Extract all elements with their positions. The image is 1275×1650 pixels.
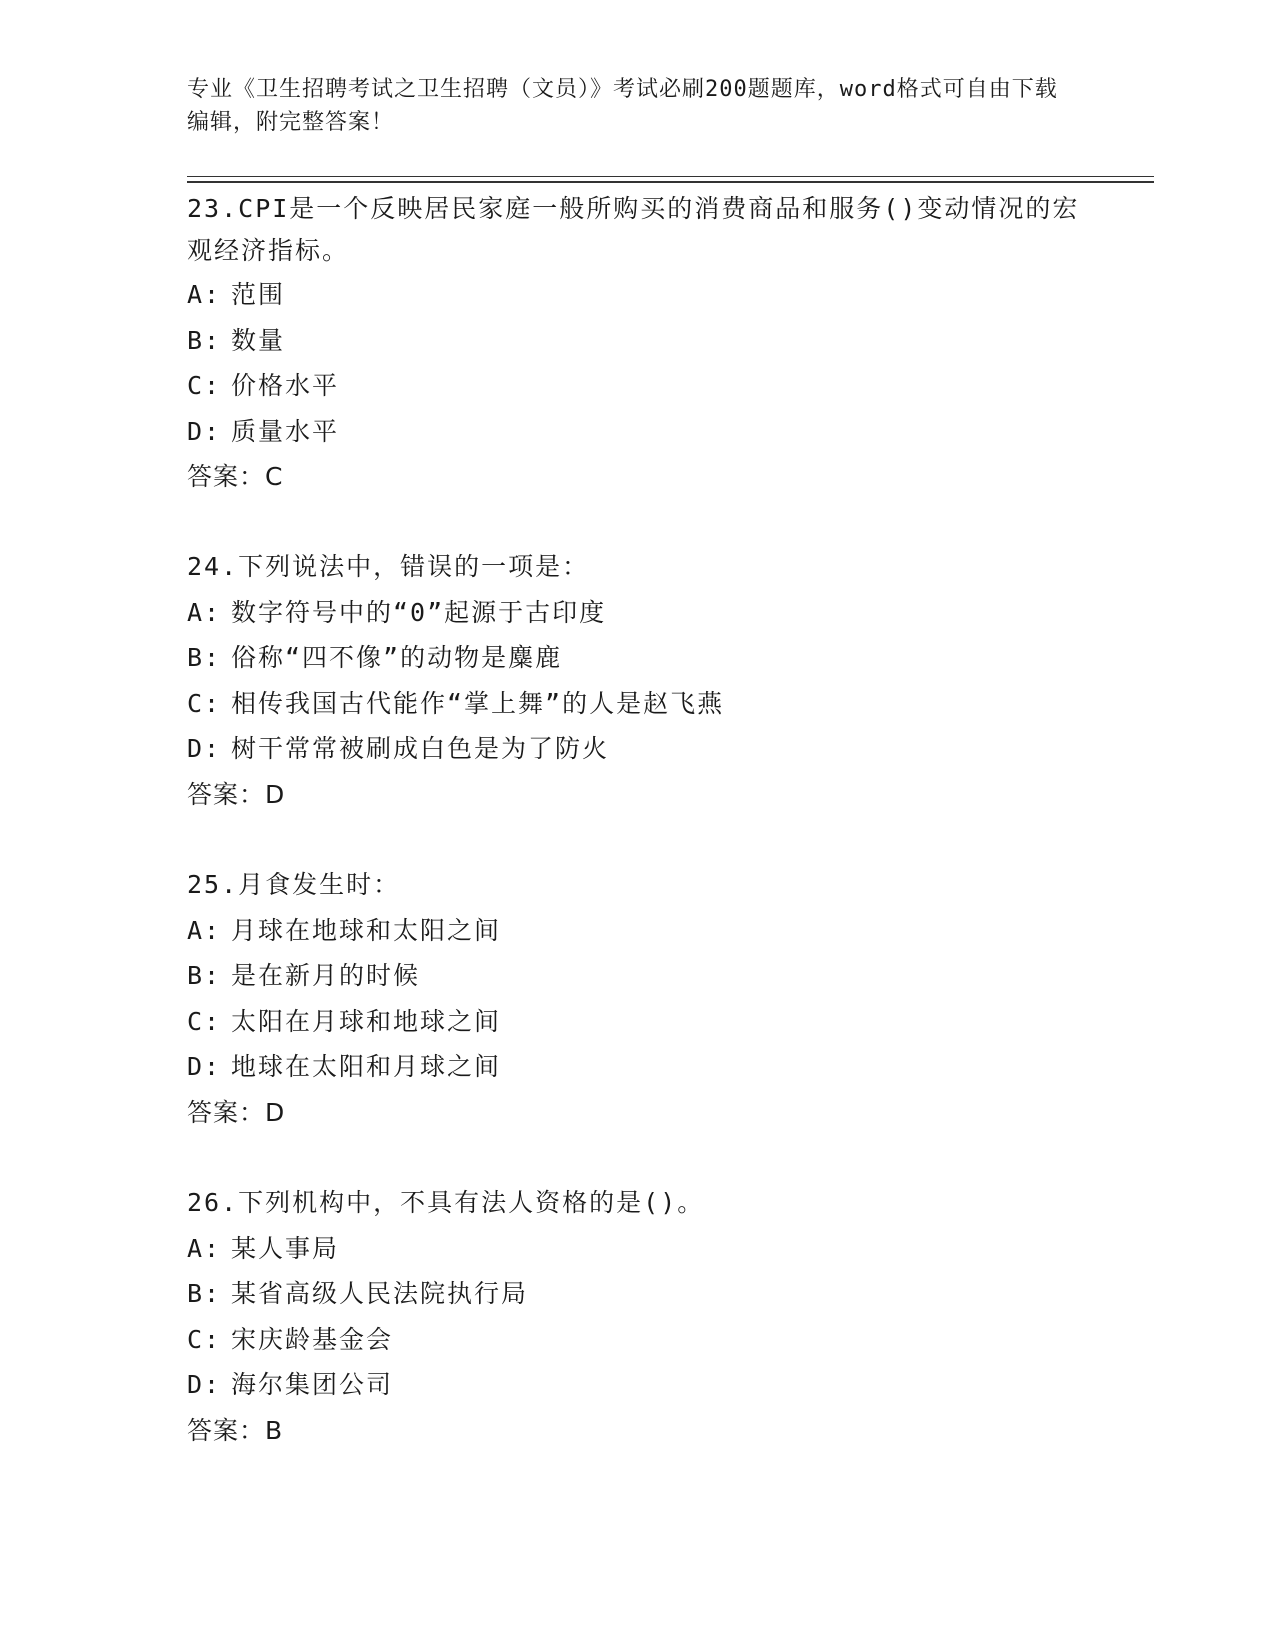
option-a — [187, 590, 1087, 636]
option-text: 地球在太阳和月球之间 — [231, 1052, 502, 1081]
option-key: D: — [187, 1370, 222, 1399]
option-text: 宋庆龄基金会 — [231, 1324, 394, 1354]
option-c — [187, 1317, 1087, 1363]
option-text: 质量水平 — [231, 416, 340, 446]
question-stem: 23.CPI是一个反映居民家庭一般所购买的消费商品和服务()变动情况的宏观经济指标。 — [187, 194, 1080, 265]
header-divider-thick — [187, 181, 1154, 183]
question-stem: 25.月食发生时： — [187, 870, 401, 899]
option-c — [187, 681, 1087, 727]
option-text: 数量 — [231, 325, 286, 355]
option-key: D: — [187, 734, 222, 763]
answer-line: 答案：B — [187, 1415, 284, 1445]
option-key: D: — [187, 1052, 222, 1081]
option-key: A: — [187, 280, 222, 309]
option-text: 范围 — [231, 280, 286, 309]
question-stem: 24.下列说法中，错误的一项是： — [187, 552, 590, 581]
option-d — [187, 726, 1087, 772]
question-26 — [187, 1180, 1087, 1453]
option-d — [187, 1362, 1087, 1408]
option-text: 某省高级人民法院执行局 — [231, 1279, 529, 1308]
question-23 — [187, 188, 1087, 500]
option-key: B: — [187, 325, 222, 355]
option-key: C: — [187, 1324, 222, 1354]
option-text: 月球在地球和太阳之间 — [231, 915, 502, 945]
option-key: B: — [187, 643, 222, 672]
option-b — [187, 1271, 1087, 1317]
option-d — [187, 1044, 1087, 1090]
question-25 — [187, 862, 1087, 1135]
option-text: 俗称“四不像”的动物是麋鹿 — [231, 643, 563, 672]
option-text: 海尔集团公司 — [231, 1370, 394, 1399]
option-key: C: — [187, 371, 222, 400]
option-text: 某人事局 — [231, 1233, 340, 1263]
answer-line: 答案：D — [187, 1097, 286, 1127]
answer-line: 答案：C — [187, 462, 284, 491]
option-key: B: — [187, 1279, 222, 1308]
option-text: 太阳在月球和地球之间 — [231, 1006, 502, 1036]
option-c — [187, 363, 1087, 409]
option-text: 树干常常被刷成白色是为了防火 — [231, 734, 610, 763]
document-header: 专业《卫生招聘考试之卫生招聘（文员）》考试必刷200题题库，word格式可自由下载编辑，附完整答案！ — [187, 77, 1058, 135]
option-b — [187, 953, 1087, 999]
option-key: A: — [187, 597, 222, 627]
header-divider-thin — [187, 176, 1154, 177]
option-key: A: — [187, 1233, 222, 1263]
option-key: D: — [187, 416, 222, 446]
option-text: 相传我国古代能作“掌上舞”的人是赵飞燕 — [231, 688, 725, 718]
option-key: C: — [187, 688, 222, 718]
question-stem: 26.下列机构中，不具有法人资格的是()。 — [187, 1188, 705, 1217]
question-24 — [187, 544, 1087, 817]
option-b — [187, 635, 1087, 681]
option-key: A: — [187, 915, 222, 945]
option-b — [187, 318, 1087, 364]
option-d — [187, 409, 1087, 455]
option-text: 价格水平 — [231, 371, 340, 400]
option-key: C: — [187, 1006, 222, 1036]
option-a — [187, 1226, 1087, 1272]
option-key: B: — [187, 961, 222, 990]
option-text: 数字符号中的“0”起源于古印度 — [231, 597, 607, 627]
option-a — [187, 908, 1087, 954]
option-text: 是在新月的时候 — [231, 961, 421, 990]
answer-line: 答案：D — [187, 779, 286, 809]
option-a — [187, 272, 1087, 318]
option-c — [187, 999, 1087, 1045]
